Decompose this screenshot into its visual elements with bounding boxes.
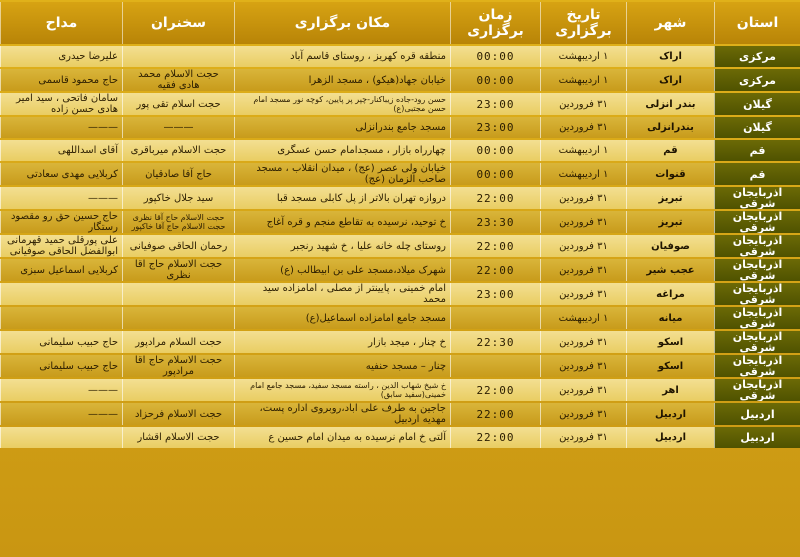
speaker-cell: ——— <box>122 117 234 138</box>
place-cell: حسن رود-جاده زیباکنار-چپر پر پایین، کوچه نور مسجد امام حسن مجتبی(ع) <box>234 93 450 115</box>
date-cell: ۱ اردیبهشت <box>540 307 626 329</box>
table-row <box>0 140 800 161</box>
province-cell: آذربایجان شرقی <box>714 259 800 281</box>
table-row <box>0 117 800 138</box>
city-cell: قم <box>626 140 714 161</box>
date-cell: ۱ اردیبهشت <box>540 69 626 91</box>
header-row <box>0 2 800 44</box>
city-cell: میانه <box>626 307 714 329</box>
time-cell: 22:30 <box>450 331 540 353</box>
table-row <box>0 211 800 233</box>
date-cell: ۱ اردیبهشت <box>540 140 626 161</box>
time-cell: 22:00 <box>450 379 540 401</box>
time-cell <box>450 307 540 329</box>
province-cell: گیلان <box>714 117 800 138</box>
city-cell: عجب شیر <box>626 259 714 281</box>
city-cell: صوفیان <box>626 235 714 257</box>
time-cell: 00:00 <box>450 140 540 161</box>
city-cell: بندر انزلی <box>626 93 714 115</box>
speaker-cell <box>122 283 234 305</box>
time-cell: 23:00 <box>450 93 540 115</box>
madah-cell: حاج حبیب سلیمانی <box>0 355 122 377</box>
province-cell: اردبیل <box>714 427 800 448</box>
speaker-cell <box>122 379 234 401</box>
header-date: تاریخ برگزاری <box>540 2 626 44</box>
table-row <box>0 379 800 401</box>
province-cell: آذربایجان شرقی <box>714 331 800 353</box>
city-cell: اراک <box>626 46 714 67</box>
madah-cell: سامان فاتحی ، سید امیر هادی حسن زاده <box>0 93 122 115</box>
speaker-cell: حجت الاسلام فرحزاد <box>122 403 234 425</box>
province-cell: مرکزی <box>714 46 800 67</box>
speaker-cell: حجت الاسلام میرباقری <box>122 140 234 161</box>
city-cell: بندرانزلی <box>626 117 714 138</box>
place-cell: خیابان جهاد(هیکو) ، مسجد الزهرا <box>234 69 450 91</box>
place-cell: دروازه تهران بالاتر از پل کابلی مسجد قبا <box>234 187 450 209</box>
madah-cell: کربلایی اسماعیل سبزی <box>0 259 122 281</box>
place-cell: خ توحید، نرسیده به تقاطع منجم و قره آغاج <box>234 211 450 233</box>
speaker-cell: حجت الاسلام حاج آقا نظری <box>122 259 234 281</box>
place-cell: خیابان ولی عصر (عج) ، میدان انقلاب ، مسجد صاحب الزمان (عج) <box>234 163 450 185</box>
date-cell: ۱ اردیبهشت <box>540 163 626 185</box>
time-cell: 22:00 <box>450 235 540 257</box>
time-cell <box>450 355 540 377</box>
speaker-cell <box>122 307 234 329</box>
province-cell: مرکزی <box>714 69 800 91</box>
madah-cell: کربلایی مهدی سعادتی <box>0 163 122 185</box>
schedule-rows <box>0 46 800 448</box>
speaker-cell: حاج آقا صادقیان <box>122 163 234 185</box>
speaker-cell: رحمان الحاقی صوفیانی <box>122 235 234 257</box>
time-cell: 00:00 <box>450 163 540 185</box>
table-row <box>0 331 800 353</box>
speaker-cell: حجت الاسلام محمد هادی فقیه <box>122 69 234 91</box>
place-cell: مسجد جامع بندرانزلی <box>234 117 450 138</box>
city-cell: اراک <box>626 69 714 91</box>
table-row <box>0 46 800 67</box>
date-cell: ۳۱ فروردین <box>540 403 626 425</box>
province-cell: آذربایجان شرقی <box>714 355 800 377</box>
date-cell: ۳۱ فروردین <box>540 187 626 209</box>
date-cell: ۳۱ فروردین <box>540 211 626 233</box>
city-cell: اسکو <box>626 331 714 353</box>
table-row <box>0 355 800 377</box>
province-cell: قم <box>714 140 800 161</box>
speaker-cell: حجت اسلام تقی پور <box>122 93 234 115</box>
speaker-cell: حجت الاسلام حاج آقا نظری حجت الاسلام حاج آقا خاکپور <box>122 211 234 233</box>
madah-cell <box>0 283 122 305</box>
date-cell: ۳۱ فروردین <box>540 259 626 281</box>
time-cell: 23:00 <box>450 117 540 138</box>
madah-cell: علی پورقلی حمید قهرمانی ابوالفضل الحاقی صوفیانی <box>0 235 122 257</box>
place-cell: خ چنار ، میجد بازار <box>234 331 450 353</box>
province-cell: آذربایجان شرقی <box>714 235 800 257</box>
province-cell: آذربایجان شرقی <box>714 283 800 305</box>
table-row <box>0 69 800 91</box>
table-row <box>0 259 800 281</box>
madah-cell: حاج حسین حق رو مقصود رستگار <box>0 211 122 233</box>
place-cell: جاجین به طرف علی آباد،روبروی اداره پست، مهدیه اردبیل <box>234 403 450 425</box>
city-cell: قنوات <box>626 163 714 185</box>
date-cell: ۳۱ فروردین <box>540 235 626 257</box>
header-province: استان <box>714 2 800 44</box>
date-cell: ۱ اردیبهشت <box>540 46 626 67</box>
table-row <box>0 163 800 185</box>
madah-cell: علیرضا حیدری <box>0 46 122 67</box>
header-madah: مداح <box>0 2 122 44</box>
city-cell: اردبیل <box>626 403 714 425</box>
date-cell: ۳۱ فروردین <box>540 93 626 115</box>
speaker-cell: حجت الاسلام حاج آقا مرادپور <box>122 355 234 377</box>
speaker-cell: حجت السلام مرادپور <box>122 331 234 353</box>
date-cell: ۳۱ فروردین <box>540 283 626 305</box>
header-speaker: سخنران <box>122 2 234 44</box>
place-cell: خ شیخ شهاب الدین ، راسته مسجد سفید، مسجد جامع امام خمینی(سفید سابق) <box>234 379 450 401</box>
province-cell: آذربایجان شرقی <box>714 187 800 209</box>
table-row <box>0 427 800 448</box>
header-city: شهر <box>626 2 714 44</box>
date-cell: ۳۱ فروردین <box>540 379 626 401</box>
time-cell: 23:00 <box>450 283 540 305</box>
header-time: زمان برگزاری <box>450 2 540 44</box>
speaker-cell: سید جلال خاکپور <box>122 187 234 209</box>
place-cell: روستای چله خانه علیا ، خ شهید رنجبر <box>234 235 450 257</box>
time-cell: 22:00 <box>450 187 540 209</box>
madah-cell: ——— <box>0 403 122 425</box>
table-row <box>0 403 800 425</box>
city-cell: اسکو <box>626 355 714 377</box>
time-cell: 00:00 <box>450 69 540 91</box>
province-cell: قم <box>714 163 800 185</box>
place-cell: چنار – مسجد حنفیه <box>234 355 450 377</box>
place-cell: امام خمینی ، پایینتر از مصلی ، امامزاده سید محمد <box>234 283 450 305</box>
province-cell: آذربایجان شرقی <box>714 211 800 233</box>
madah-cell: ——— <box>0 117 122 138</box>
province-cell: آذربایجان شرقی <box>714 379 800 401</box>
madah-cell <box>0 307 122 329</box>
city-cell: اردبیل <box>626 427 714 448</box>
madah-cell: ——— <box>0 379 122 401</box>
time-cell: 22:00 <box>450 403 540 425</box>
place-cell: منطقه قره کهریز ، روستای قاسم آباد <box>234 46 450 67</box>
date-cell: ۳۱ فروردین <box>540 117 626 138</box>
city-cell: تبریز <box>626 211 714 233</box>
province-cell: گیلان <box>714 93 800 115</box>
place-cell: مسجد جامع امامزاده اسماعیل(ع) <box>234 307 450 329</box>
madah-cell <box>0 427 122 448</box>
province-cell: آذربایجان شرقی <box>714 307 800 329</box>
madah-cell: حاج حبیب سلیمانی <box>0 331 122 353</box>
table-row <box>0 93 800 115</box>
madah-cell: آقای اسداللهی <box>0 140 122 161</box>
time-cell: 22:00 <box>450 259 540 281</box>
table-row <box>0 283 800 305</box>
time-cell: 00:00 <box>450 46 540 67</box>
date-cell: ۳۱ فروردین <box>540 331 626 353</box>
place-cell: آلتی خ امام نرسیده به میدان امام حسین ع <box>234 427 450 448</box>
date-cell: ۳۱ فروردین <box>540 355 626 377</box>
city-cell: تبریز <box>626 187 714 209</box>
header-place: مکان برگزاری <box>234 2 450 44</box>
province-cell: اردبیل <box>714 403 800 425</box>
table-row <box>0 307 800 329</box>
date-cell: ۳۱ فروردین <box>540 427 626 448</box>
place-cell: شهرک میلاد،مسجد علی بن ابیطالب (ع) <box>234 259 450 281</box>
speaker-cell: حجت الاسلام اقشار <box>122 427 234 448</box>
city-cell: اهر <box>626 379 714 401</box>
speaker-cell <box>122 46 234 67</box>
city-cell: مراغه <box>626 283 714 305</box>
place-cell: چهارراه بازار ، مسجدامام حسن عسگری <box>234 140 450 161</box>
madah-cell: حاج محمود قاسمی <box>0 69 122 91</box>
table-row <box>0 187 800 209</box>
time-cell: 22:00 <box>450 427 540 448</box>
time-cell: 23:30 <box>450 211 540 233</box>
madah-cell: ——— <box>0 187 122 209</box>
table-row <box>0 235 800 257</box>
